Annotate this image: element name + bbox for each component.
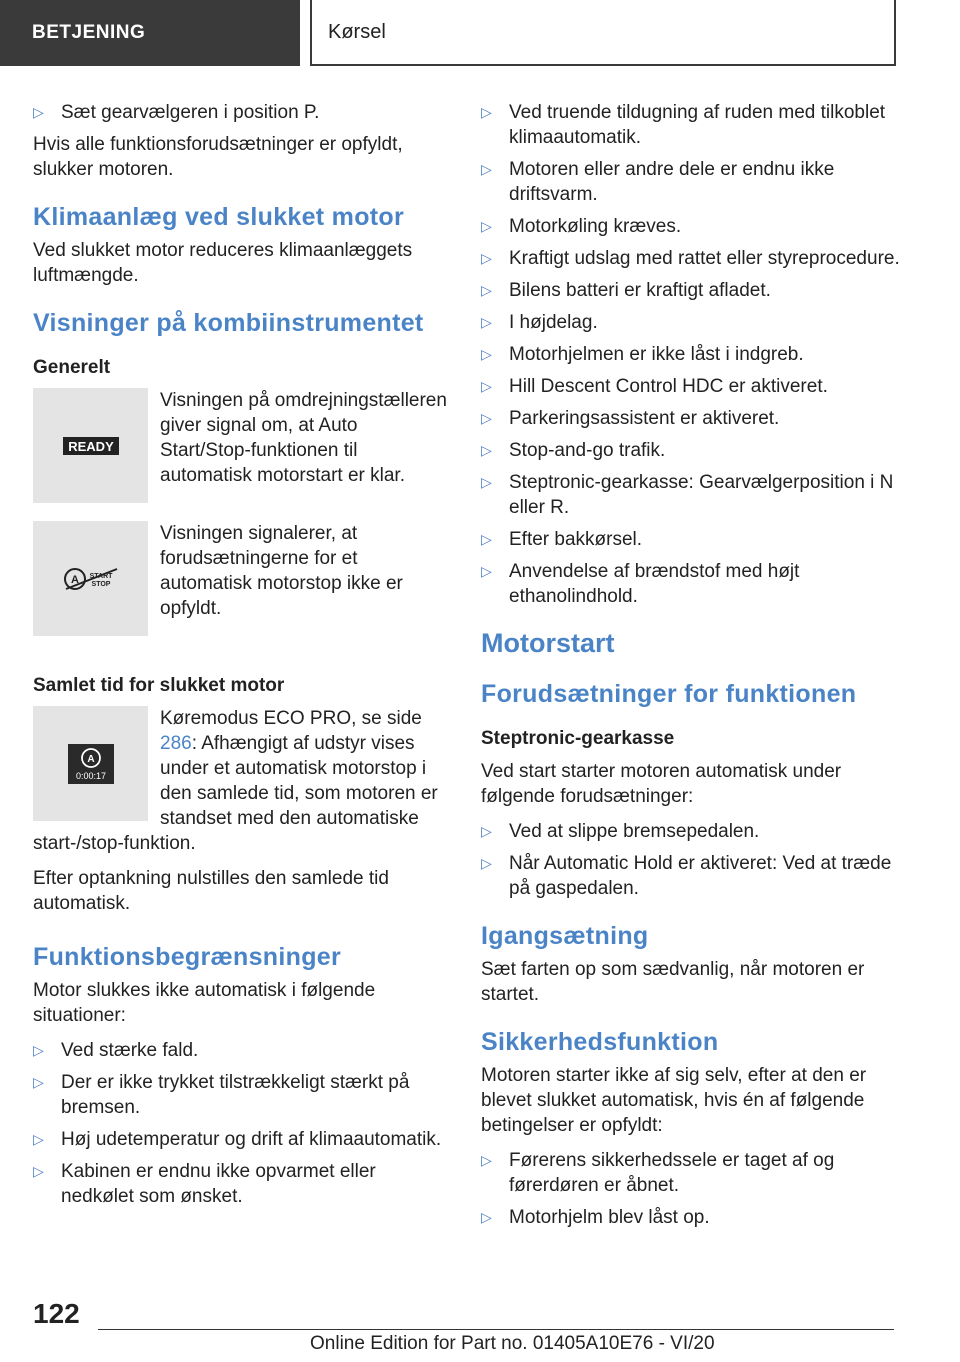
svg-text:0:00:17: 0:00:17 — [75, 770, 106, 781]
svg-text:READY: READY — [67, 438, 114, 454]
section-tab — [0, 0, 300, 66]
list-item: ▷ Førerens sikkerhedssele er taget af og førerdøren er åbnet. — [481, 1150, 835, 1196]
start-stop-figure — [33, 521, 148, 636]
triangle-bullet-icon: ▷ — [481, 823, 492, 839]
paragraph: Sæt farten op som sædvanlig, når motoren er startet. — [481, 959, 865, 1005]
triangle-bullet-icon: ▷ — [481, 282, 492, 298]
triangle-bullet-icon: ▷ — [481, 442, 492, 458]
page-number: 122 — [33, 1298, 80, 1329]
paragraph: Hvis alle funktionsforudsætninger er opfyldt, slukker motoren. — [33, 134, 403, 180]
paragraph: Efter optankning nulstilles den samlede tid automatisk. — [33, 868, 389, 914]
list-item: ▷ Kraftigt udslag med rattet eller styreprocedure. — [481, 248, 900, 269]
list-item: ▷ Bilens batteri er kraftigt afladet. — [481, 280, 771, 301]
list-item: ▷ Ved at slippe bremsepedalen. — [481, 821, 760, 842]
chapter-title: Kørsel — [328, 20, 386, 43]
heading-safety: Sikkerhedsfunktion — [481, 1028, 719, 1056]
triangle-bullet-icon: ▷ — [33, 1074, 44, 1090]
triangle-bullet-icon: ▷ — [481, 1209, 492, 1225]
svg-text:START: START — [89, 572, 112, 580]
paragraph: Visningen på omdrejningstælleren giver signal om, at Auto Start/Stop-funktionen til automatisk motorstart er klar. — [160, 390, 447, 486]
list-item: ▷ Der er ikke trykket tilstrækkeligt stærkt på bremsen. — [33, 1072, 410, 1118]
timer-icon — [68, 744, 114, 784]
footer-edition: Online Edition for Part no. 01405A10E76 - VI/20 — [310, 1333, 715, 1354]
list-item: ▷ Hill Descent Control HDC er aktiveret. — [481, 376, 828, 397]
right-column — [481, 100, 901, 1237]
paragraph: Ved start starter motoren automatisk under følgende forudsætninger: — [481, 761, 842, 807]
triangle-bullet-icon: ▷ — [481, 531, 492, 547]
section-title: BETJENING — [32, 22, 146, 43]
limits-list-continued — [481, 100, 901, 609]
triangle-bullet-icon: ▷ — [481, 378, 492, 394]
triangle-bullet-icon: ▷ — [481, 218, 492, 234]
triangle-bullet-icon: ▷ — [33, 1131, 44, 1147]
start-stop-off-icon — [63, 565, 119, 593]
start-conditions-list — [481, 819, 901, 901]
paragraph: Køremodus ECO PRO, se side 286: Afhængigt af udstyr vises under et automatisk motorstop i den samlede tid, som motoren er standset med den automatiske start-/stop-funktion. — [33, 708, 438, 854]
paragraph: Ved slukket motor reduceres klimaanlæggets luftmængde. — [33, 240, 413, 286]
heading-display: Visninger på kombiinstrumentet — [33, 309, 424, 337]
list-item: ▷ Efter bakkørsel. — [481, 529, 643, 550]
list-item: ▷ Parkeringsassistent er aktiveret. — [481, 408, 780, 429]
paragraph: Motoren starter ikke af sig selv, efter at den er blevet slukket automatisk, hvis én af følgende betingelser er opfyldt: — [481, 1065, 867, 1136]
list-item: ▷ Ved stærke fald. — [33, 1040, 199, 1061]
heading-limits: Funktionsbegrænsninger — [33, 943, 342, 971]
list-item: ▷ Anvendelse af brændstof med højt ethanolindhold. — [481, 561, 800, 607]
triangle-bullet-icon: ▷ — [481, 346, 492, 362]
left-column — [33, 100, 451, 1216]
list-item: ▷ Kabinen er endnu ikke opvarmet eller nedkølet som ønsket. — [33, 1161, 376, 1207]
svg-text:STOP: STOP — [91, 580, 110, 588]
list-item: ▷ Stop-and-go trafik. — [481, 440, 666, 461]
list-item: ▷ Sæt gearvælgeren i position P. — [33, 102, 320, 123]
list-item: ▷ Høj udetemperatur og drift af klimaautomatik. — [33, 1129, 442, 1150]
list-item: ▷ I højdelag. — [481, 312, 598, 333]
triangle-bullet-icon: ▷ — [481, 563, 492, 579]
page-link[interactable]: 286 — [160, 733, 192, 754]
triangle-bullet-icon: ▷ — [481, 410, 492, 426]
triangle-bullet-icon: ▷ — [481, 314, 492, 330]
list-item: ▷ Motorhjelmen er ikke låst i indgreb. — [481, 344, 804, 365]
triangle-bullet-icon: ▷ — [481, 161, 492, 177]
triangle-bullet-icon: ▷ — [481, 1152, 492, 1168]
safety-list — [481, 1148, 901, 1230]
footer-divider — [98, 1329, 894, 1330]
heading-general: Generelt — [33, 357, 111, 378]
heading-drive-off: Igangsætning — [481, 922, 649, 950]
svg-text:A: A — [70, 573, 79, 586]
paragraph: Motor slukkes ikke automatisk i følgende situationer: — [33, 980, 376, 1026]
triangle-bullet-icon: ▷ — [33, 104, 44, 120]
heading-engine-start: Motorstart — [481, 628, 615, 658]
limits-list — [33, 1038, 451, 1209]
park-list — [33, 100, 451, 125]
triangle-bullet-icon: ▷ — [481, 474, 492, 490]
triangle-bullet-icon: ▷ — [33, 1163, 44, 1179]
triangle-bullet-icon: ▷ — [481, 104, 492, 120]
triangle-bullet-icon: ▷ — [33, 1042, 44, 1058]
ready-icon — [63, 435, 119, 457]
heading-total-time: Samlet tid for slukket motor — [33, 675, 285, 696]
triangle-bullet-icon: ▷ — [481, 855, 492, 871]
heading-steptronic: Steptronic-gearkasse — [481, 728, 675, 749]
list-item: ▷ Motorkøling kræves. — [481, 216, 682, 237]
list-item: ▷ Ved truende tildugning af ruden med tilkoblet klimaautomatik. — [481, 102, 886, 148]
paragraph: Visningen signalerer, at forudsætningerne for et automatisk motorstop ikke er opfyldt. — [160, 523, 403, 619]
heading-climate: Klimaanlæg ved slukket motor — [33, 203, 404, 231]
svg-text:A: A — [86, 753, 95, 765]
heading-prerequisites: Forudsætninger for funktionen — [481, 680, 857, 708]
timer-figure — [33, 706, 148, 821]
ready-figure — [33, 388, 148, 503]
list-item: ▷ Når Automatic Hold er aktiveret: Ved at træde på gaspedalen. — [481, 853, 892, 899]
list-item: ▷ Steptronic-gearkasse: Gearvælgerposition i N eller R. — [481, 472, 894, 518]
list-item: ▷ Motorhjelm blev låst op. — [481, 1207, 710, 1228]
chapter-tab — [310, 0, 896, 66]
triangle-bullet-icon: ▷ — [481, 250, 492, 266]
list-item: ▷ Motoren eller andre dele er endnu ikke driftsvarm. — [481, 159, 835, 205]
